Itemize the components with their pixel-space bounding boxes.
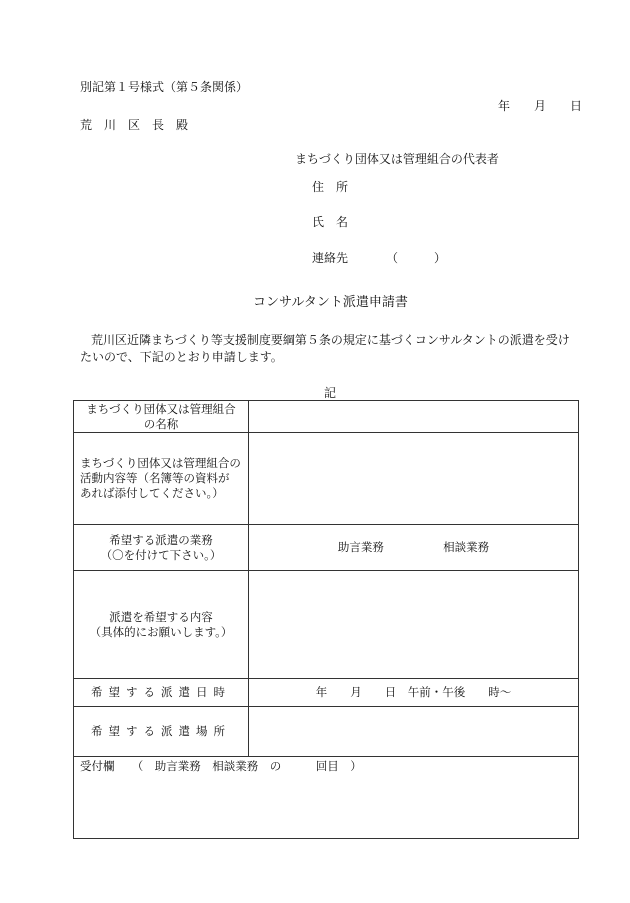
table-row: [74, 525, 579, 571]
table-row: [74, 433, 579, 525]
org-name-label-line2: の名称: [143, 416, 179, 431]
service-type-label: [74, 525, 249, 571]
location-label: 希望する派遣場所: [74, 707, 249, 757]
reception-box: [74, 757, 579, 839]
org-name-label: [74, 401, 249, 433]
service-type-label-line2: （〇を付けて下さい。）: [100, 547, 222, 562]
request-content-label-line1: 派遣を希望する内容: [109, 609, 213, 624]
activity-label: [74, 433, 249, 525]
table-row: [74, 757, 579, 839]
activity-label-line3: あれば添付してください。）: [80, 486, 224, 500]
table-row: [74, 679, 579, 707]
body-text-line2: たいので、下記のとおり申請します。: [80, 350, 283, 364]
name-label: 氏 名: [312, 215, 349, 229]
representative-heading: まちづくり団体又は管理組合の代表者: [295, 152, 499, 166]
date-line: 年 月 日: [498, 99, 583, 113]
service-type-label-line1: 希望する派遣の業務: [109, 532, 213, 547]
request-content-label: [74, 571, 249, 679]
application-table: [73, 400, 579, 839]
contact-label: 連絡先: [312, 251, 349, 265]
form-number: 別記第１号様式（第５条関係）: [80, 80, 249, 94]
table-row: [74, 571, 579, 679]
advice-option[interactable]: 助言業務: [337, 540, 384, 554]
addressee: 荒 川 区 長 殿: [80, 118, 189, 132]
reception-label: 受付欄 （ 助言業務 相談業務 の 回目 ）: [80, 759, 362, 773]
location-field[interactable]: [249, 707, 579, 757]
request-content-field[interactable]: [249, 571, 579, 679]
datetime-field[interactable]: 年 月 日 午前・午後 時～: [249, 679, 579, 707]
form-title: コンサルタント派遣申請書: [253, 295, 408, 310]
body-text-line1: 荒川区近隣まちづくり等支援制度要綱第５条の規定に基づくコンサルタントの派遣を受け: [91, 333, 570, 347]
datetime-label: 希望する派遣日時: [74, 679, 249, 707]
request-content-label-line2: （具体的にお願いします。）: [89, 624, 233, 639]
contact-paren: （ ）: [386, 251, 447, 265]
service-type-options: [249, 525, 579, 571]
activity-field[interactable]: [249, 433, 579, 525]
table-row: [74, 707, 579, 757]
consultation-option[interactable]: 相談業務: [443, 540, 490, 554]
activity-label-line1: まちづくり団体又は管理組合の: [80, 456, 241, 470]
org-name-field[interactable]: [249, 401, 579, 433]
ki-label: 記: [324, 386, 337, 400]
org-name-label-line1: まちづくり団体又は管理組合: [86, 401, 236, 416]
address-label: 住 所: [312, 180, 349, 194]
table-row: [74, 401, 579, 433]
activity-label-line2: 活動内容等（名簿等の資料が: [80, 471, 230, 485]
